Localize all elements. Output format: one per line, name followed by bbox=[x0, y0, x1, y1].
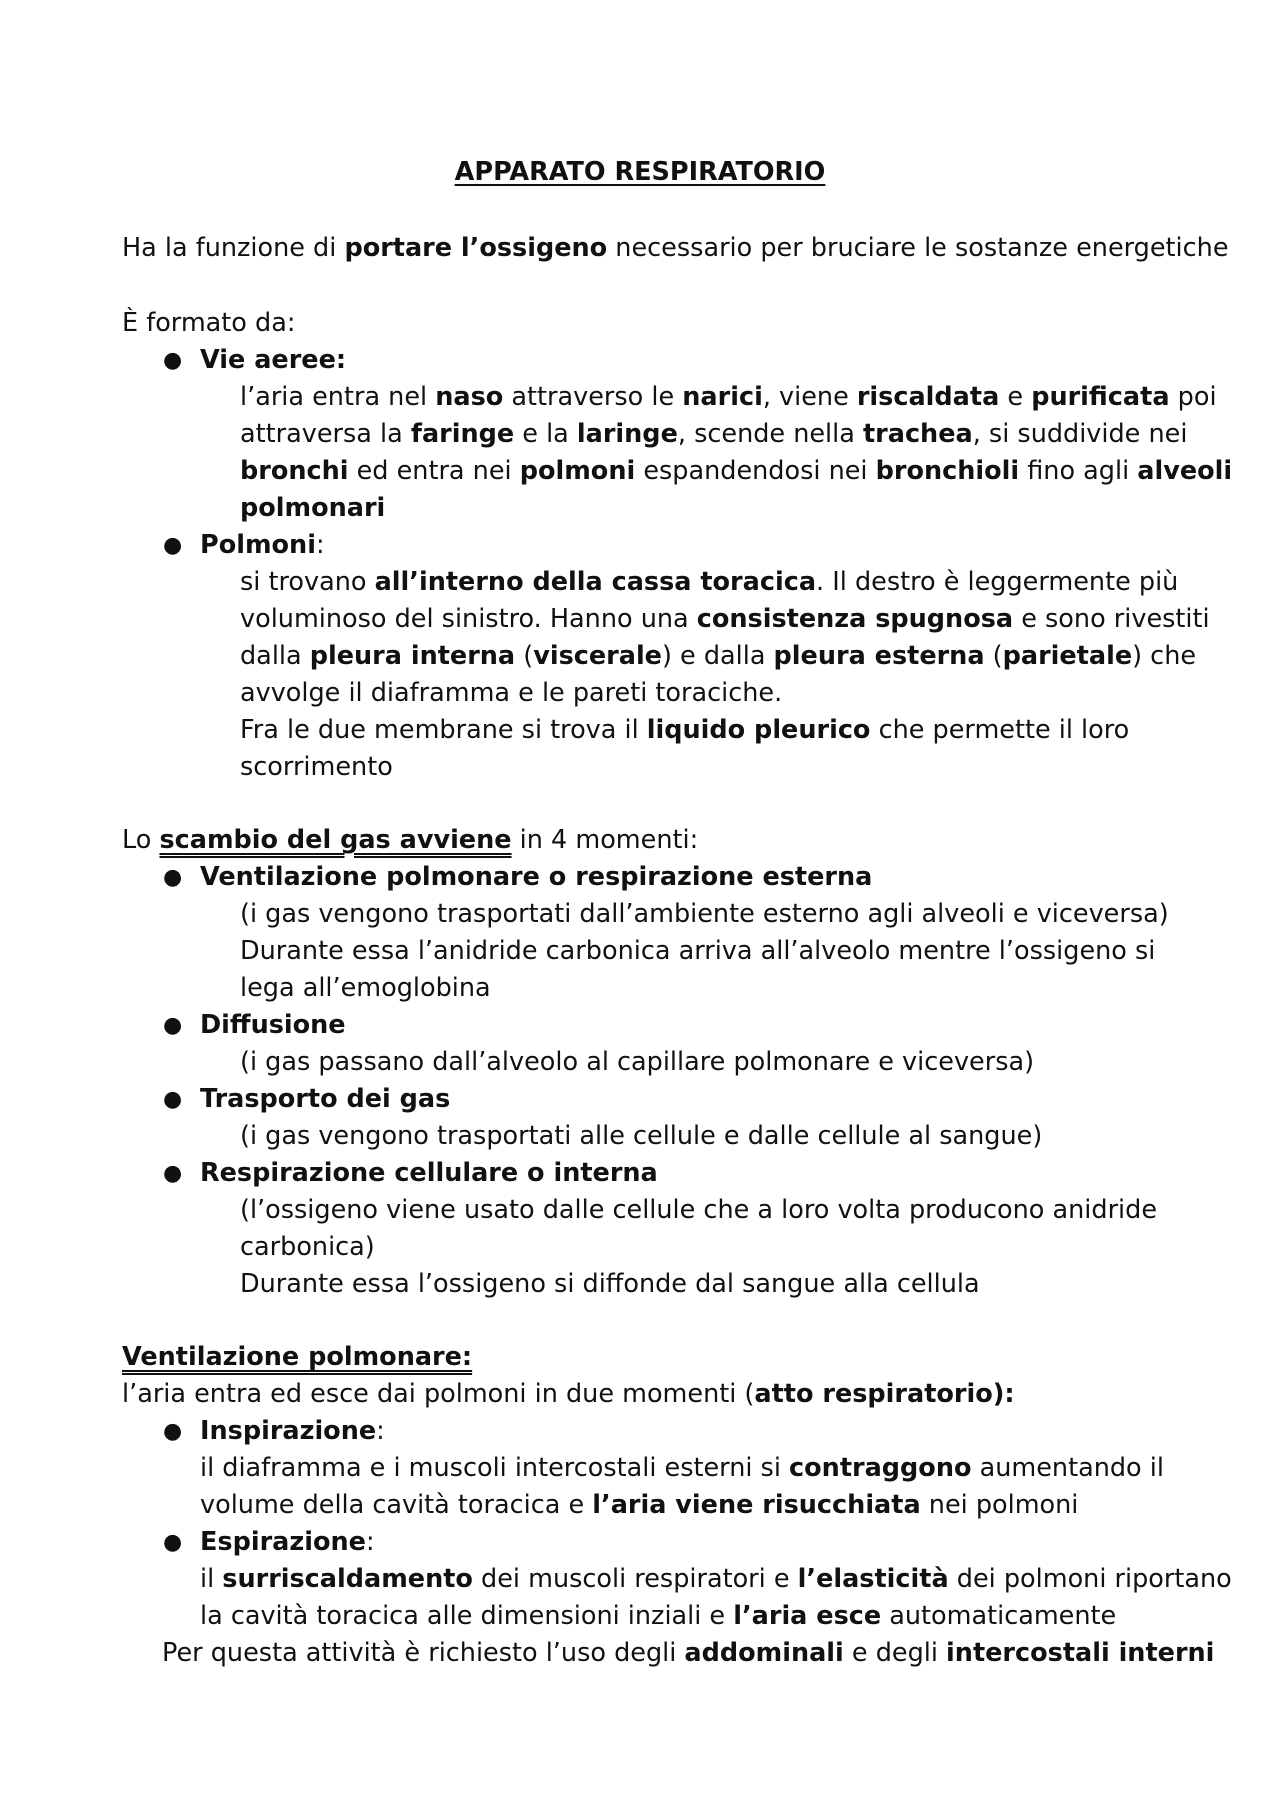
text-run: automaticamente bbox=[881, 1601, 1117, 1631]
list-item-text bbox=[240, 453, 1232, 490]
text-run: e degli bbox=[843, 1638, 947, 1668]
text-run: : bbox=[365, 1527, 375, 1557]
text-run: ) che bbox=[1132, 641, 1197, 671]
bold-text: surriscaldamento bbox=[222, 1564, 473, 1594]
bullet-icon: ● bbox=[163, 1530, 183, 1555]
bold-text: intercostali interni bbox=[946, 1638, 1215, 1668]
list-item-text bbox=[200, 1450, 1164, 1487]
text-run: ed entra nei bbox=[348, 456, 520, 486]
list-item-text bbox=[240, 416, 1187, 453]
text-run: in 4 momenti: bbox=[511, 825, 699, 855]
list-item-text: (i gas vengono trasportati dall’ambiente esterno agli alveoli e viceversa) bbox=[240, 899, 1169, 929]
text-run: attraversa la bbox=[240, 419, 411, 449]
bold-text: laringe bbox=[576, 419, 678, 449]
list-item-heading bbox=[200, 859, 872, 896]
text-run: Lo bbox=[122, 825, 160, 855]
text-run: , si suddivide nei bbox=[972, 419, 1188, 449]
bold-text: addominali bbox=[684, 1638, 844, 1668]
formed-by-line: È formato da: bbox=[122, 308, 296, 338]
list-item-heading bbox=[200, 1413, 385, 1450]
text-run: Per questa attività è richiesto l’uso degli bbox=[162, 1638, 685, 1668]
text-run: volume della cavità toracica e bbox=[200, 1490, 593, 1520]
bold-text: consistenza spugnosa bbox=[696, 604, 1014, 634]
text-run: , scende nella bbox=[677, 419, 863, 449]
text-run: dei polmoni riportano bbox=[948, 1564, 1232, 1594]
bullet-icon: ● bbox=[163, 348, 183, 373]
scambio-line bbox=[122, 822, 698, 859]
list-item-text bbox=[240, 638, 1196, 675]
bold-text: l’elasticità bbox=[797, 1564, 949, 1594]
bold-text: Diffusione bbox=[200, 1010, 346, 1040]
list-item-heading bbox=[200, 1524, 375, 1561]
bold-text: ): bbox=[992, 1379, 1015, 1409]
text-run: l’aria entra ed esce dai polmoni in due momenti ( bbox=[122, 1379, 755, 1409]
bold-text: trachea bbox=[862, 419, 973, 449]
list-item-text: (l’ossigeno viene usato dalle cellule che a loro volta producono anidride bbox=[240, 1195, 1158, 1225]
list-item-text: (i gas passano dall’alveolo al capillare polmonare e viceversa) bbox=[240, 1047, 1035, 1077]
bold-text: faringe bbox=[410, 419, 515, 449]
list-item-text: carbonica) bbox=[240, 1232, 375, 1262]
list-item-heading bbox=[200, 527, 325, 564]
text-run: fino agli bbox=[1019, 456, 1138, 486]
text-run: l’aria entra nel bbox=[240, 382, 436, 412]
text-run: la cavità toracica alle dimensioni inziali e bbox=[200, 1601, 734, 1631]
list-item-heading bbox=[200, 1007, 346, 1044]
bullet-icon: ● bbox=[163, 1161, 183, 1186]
text-run: il diaframma e i muscoli intercostali esterni si bbox=[200, 1453, 790, 1483]
bold-text: portare l’ossigeno bbox=[344, 233, 608, 263]
list-item-text bbox=[240, 564, 1178, 601]
list-item-text bbox=[240, 379, 1217, 416]
text-run: espandendosi nei bbox=[635, 456, 876, 486]
list-item-text: lega all’emoglobina bbox=[240, 973, 491, 1003]
text-run: : bbox=[315, 530, 325, 560]
bold-text: purificata bbox=[1031, 382, 1170, 412]
text-run: , viene bbox=[762, 382, 857, 412]
bullet-icon: ● bbox=[163, 1013, 183, 1038]
text-run: Ha la funzione di bbox=[122, 233, 345, 263]
text-run: ( bbox=[984, 641, 1003, 671]
bold-text: Espirazione bbox=[200, 1527, 366, 1557]
text-run: nei polmoni bbox=[920, 1490, 1079, 1520]
section-subtitle bbox=[122, 1376, 1015, 1413]
text-run: e bbox=[999, 382, 1032, 412]
bullet-icon: ● bbox=[163, 1419, 183, 1444]
text-run: ) e dalla bbox=[661, 641, 774, 671]
closing-line bbox=[162, 1635, 1214, 1672]
text-run: aumentando il bbox=[971, 1453, 1164, 1483]
bold-text: alveoli bbox=[1137, 456, 1233, 486]
bold-text: Trasporto dei gas bbox=[200, 1084, 451, 1114]
list-item-text bbox=[240, 601, 1210, 638]
bold-text: pleura esterna bbox=[773, 641, 985, 671]
list-item-text bbox=[200, 1561, 1232, 1598]
list-item-text: Durante essa l’ossigeno si diffonde dal sangue alla cellula bbox=[240, 1269, 980, 1299]
bold-text: parietale bbox=[1002, 641, 1133, 671]
bold-text: Respirazione cellulare o interna bbox=[200, 1158, 658, 1188]
text-run: si trovano bbox=[240, 567, 375, 597]
bullet-icon: ● bbox=[163, 1087, 183, 1112]
bullet-icon: ● bbox=[163, 533, 183, 558]
bold-text: Vie aeree: bbox=[200, 345, 347, 375]
text-run: : bbox=[376, 1416, 385, 1446]
text-run: il bbox=[200, 1564, 223, 1594]
text-run: voluminoso del sinistro. Hanno una bbox=[240, 604, 697, 634]
bold-text: riscaldata bbox=[856, 382, 1000, 412]
list-item-text bbox=[240, 712, 1129, 749]
text-run: dei muscoli respiratori e bbox=[472, 1564, 798, 1594]
bold-text: l’aria viene risucchiata bbox=[592, 1490, 921, 1520]
list-item-text bbox=[200, 1598, 1116, 1635]
list-item-heading bbox=[200, 1155, 658, 1192]
bold-text: bronchioli bbox=[875, 456, 1020, 486]
bold-text: polmonari bbox=[240, 493, 386, 523]
list-item-text: (i gas vengono trasportati alle cellule e dalle cellule al sangue) bbox=[240, 1121, 1043, 1151]
list-item-heading bbox=[200, 342, 346, 379]
list-item-heading bbox=[200, 1081, 450, 1118]
bold-text: contraggono bbox=[789, 1453, 972, 1483]
text-run: e sono rivestiti bbox=[1013, 604, 1210, 634]
bold-text: bronchi bbox=[240, 456, 349, 486]
section-heading bbox=[122, 1339, 472, 1376]
text-run: . Il destro è leggermente più bbox=[816, 567, 1179, 597]
intro-line bbox=[122, 230, 1229, 267]
list-item-text bbox=[240, 490, 385, 527]
bold-text: Inspirazione bbox=[200, 1416, 377, 1446]
page-title: APPARATO RESPIRATORIO bbox=[454, 157, 826, 187]
list-item-text bbox=[200, 1487, 1078, 1524]
text-run: poi bbox=[1169, 382, 1217, 412]
bold-text: narici bbox=[682, 382, 763, 412]
bold-text: Ventilazione polmonare: bbox=[122, 1342, 473, 1372]
bold-text: polmoni bbox=[519, 456, 636, 486]
text-run: e la bbox=[514, 419, 577, 449]
bold-text: viscerale bbox=[533, 641, 662, 671]
bold-text: naso bbox=[435, 382, 504, 412]
text-run: che permette il loro bbox=[870, 715, 1130, 745]
text-run: attraverso le bbox=[503, 382, 683, 412]
text-run: dalla bbox=[240, 641, 310, 671]
bold-text: pleura interna bbox=[309, 641, 516, 671]
list-item-text: avvolge il diaframma e le pareti toraciche. bbox=[240, 678, 783, 708]
text-run: ( bbox=[515, 641, 534, 671]
bold-text: atto respiratorio bbox=[754, 1379, 993, 1409]
bold-text: scambio del gas avviene bbox=[159, 825, 512, 855]
list-item-text: scorrimento bbox=[240, 752, 393, 782]
list-item-text: Durante essa l’anidride carbonica arriva all’alveolo mentre l’ossigeno si bbox=[240, 936, 1156, 966]
bullet-icon: ● bbox=[163, 865, 183, 890]
bold-text: l’aria esce bbox=[733, 1601, 882, 1631]
text-run: Fra le due membrane si trova il bbox=[240, 715, 647, 745]
bold-text: liquido pleurico bbox=[646, 715, 871, 745]
bold-text: Ventilazione polmonare o respirazione esterna bbox=[200, 862, 873, 892]
text-run: necessario per bruciare le sostanze energetiche bbox=[607, 233, 1229, 263]
bold-text: all’interno della cassa toracica bbox=[374, 567, 817, 597]
bold-text: Polmoni bbox=[200, 530, 316, 560]
